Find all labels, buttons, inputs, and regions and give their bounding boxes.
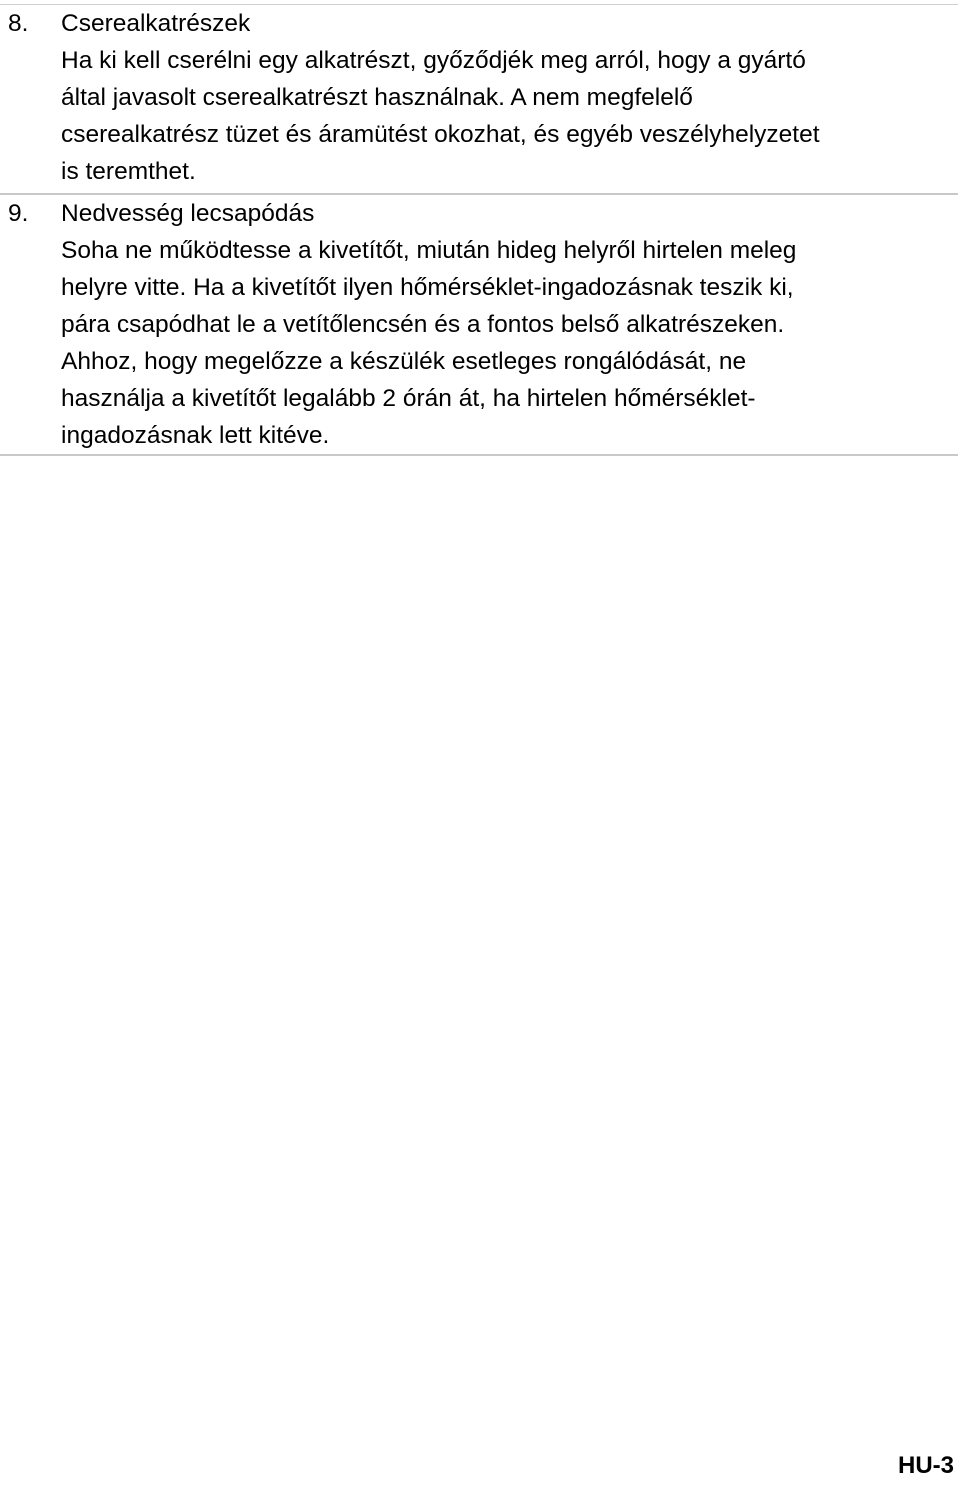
section-condensation [0, 193, 958, 456]
body-line: ingadozásnak lett kitéve. [61, 422, 330, 449]
section-number: 9. [8, 200, 29, 227]
section-content [61, 195, 958, 454]
body-line: használja a kivetítőt legalább 2 órán át, ha hirtelen hőmérséklet- [61, 385, 756, 412]
body-line: cserealkatrész tüzet és áramütést okozhat, és egyéb veszélyhelyzetet [61, 121, 820, 148]
section-heading: Cserealkatrészek [61, 10, 251, 37]
section-row [0, 195, 958, 454]
section-replacement-parts [0, 4, 958, 190]
section-number: 8. [8, 10, 29, 37]
body-line: helyre vitte. Ha a kivetítőt ilyen hőmérséklet-ingadozásnak teszik ki, [61, 274, 794, 301]
section-row [0, 5, 958, 190]
body-line: is teremthet. [61, 158, 196, 185]
body-line: pára csapódhat le a vetítőlencsén és a fontos belső alkatrészeken. [61, 311, 785, 338]
section-content [61, 5, 958, 190]
body-line: Ahhoz, hogy megelőzze a készülék esetleges rongálódását, ne [61, 348, 747, 375]
body-line: által javasolt cserealkatrészt használnak. A nem megfelelő [61, 84, 693, 111]
page-number: HU-3 [897, 1452, 954, 1479]
body-line: Ha ki kell cserélni egy alkatrészt, győződjék meg arról, hogy a gyártó [61, 47, 806, 74]
body-line: Soha ne működtesse a kivetítőt, miután hideg helyről hirtelen meleg [61, 237, 797, 264]
section-heading: Nedvesség lecsapódás [61, 200, 315, 227]
